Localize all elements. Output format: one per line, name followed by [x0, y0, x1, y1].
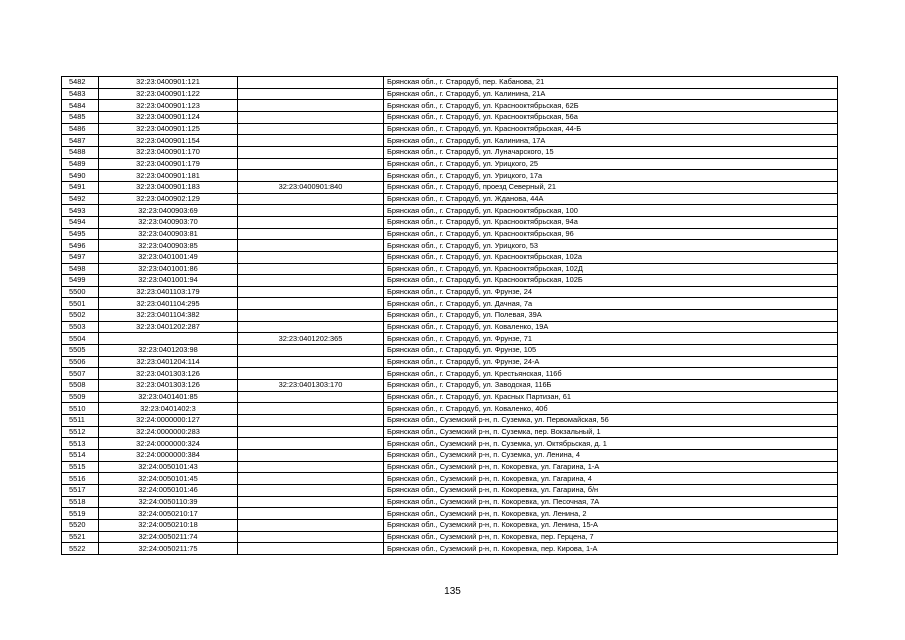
- address-cell: Брянская обл., г. Стародуб, ул. Урицкого, 53: [384, 240, 838, 252]
- cadastral-number-cell: 32:23:0400901:121: [99, 77, 238, 89]
- address-cell: Брянская обл., Суземский р-н, п. Суземка, ул. Ленина, 4: [384, 450, 838, 462]
- address-cell: Брянская обл., г. Стародуб, ул. Фрунзе, 24: [384, 286, 838, 298]
- row-number-cell: 5498: [62, 263, 99, 275]
- related-cadastral-number-cell: [238, 228, 384, 240]
- row-number-cell: 5503: [62, 321, 99, 333]
- related-cadastral-number-cell: [238, 135, 384, 147]
- row-number-cell: 5492: [62, 193, 99, 205]
- address-cell: Брянская обл., г. Стародуб, ул. Полевая, 39А: [384, 310, 838, 322]
- table-row: [62, 391, 838, 403]
- register-sheet: [61, 76, 838, 555]
- address-cell: Брянская обл., г. Стародуб, ул. Урицкого, 17а: [384, 170, 838, 182]
- cadastral-number-cell: 32:24:0050210:18: [99, 519, 238, 531]
- address-cell: Брянская обл., г. Стародуб, проезд Северный, 21: [384, 181, 838, 193]
- row-number-cell: 5487: [62, 135, 99, 147]
- cadastral-number-cell: [99, 333, 238, 345]
- related-cadastral-number-cell: [238, 216, 384, 228]
- cadastral-number-cell: 32:23:0400901:181: [99, 170, 238, 182]
- related-cadastral-number-cell: [238, 251, 384, 263]
- address-cell: Брянская обл., Суземский р-н, п. Суземка, ул. Первомайская, 56: [384, 415, 838, 427]
- address-cell: Брянская обл., г. Стародуб, ул. Жданова, 44А: [384, 193, 838, 205]
- related-cadastral-number-cell: [238, 298, 384, 310]
- row-number-cell: 5486: [62, 123, 99, 135]
- cadastral-number-cell: 32:24:0050211:75: [99, 543, 238, 555]
- cadastral-number-cell: 32:23:0400901:123: [99, 100, 238, 112]
- related-cadastral-number-cell: [238, 146, 384, 158]
- address-cell: Брянская обл., г. Стародуб, ул. Красных Партизан, 61: [384, 391, 838, 403]
- cadastral-number-cell: 32:24:0050101:43: [99, 461, 238, 473]
- table-row: [62, 111, 838, 123]
- row-number-cell: 5511: [62, 415, 99, 427]
- address-cell: Брянская обл., Суземский р-н, п. Кокоревка, ул. Ленина, 2: [384, 508, 838, 520]
- address-cell: Брянская обл., г. Стародуб, ул. Краснооктябрьская, 102а: [384, 251, 838, 263]
- row-number-cell: 5502: [62, 310, 99, 322]
- cadastral-number-cell: 32:23:0401402:3: [99, 403, 238, 415]
- table-row: [62, 426, 838, 438]
- related-cadastral-number-cell: [238, 193, 384, 205]
- address-cell: Брянская обл., Суземский р-н, п. Кокоревка, пер. Герцена, 7: [384, 531, 838, 543]
- table-row: [62, 205, 838, 217]
- address-cell: Брянская обл., г. Стародуб, ул. Краснооктябрьская, 94а: [384, 216, 838, 228]
- cadastral-number-cell: 32:23:0400901:154: [99, 135, 238, 147]
- row-number-cell: 5520: [62, 519, 99, 531]
- row-number-cell: 5490: [62, 170, 99, 182]
- table-row: [62, 146, 838, 158]
- related-cadastral-number-cell: [238, 403, 384, 415]
- row-number-cell: 5499: [62, 275, 99, 287]
- row-number-cell: 5508: [62, 380, 99, 392]
- row-number-cell: 5521: [62, 531, 99, 543]
- related-cadastral-number-cell: [238, 345, 384, 357]
- related-cadastral-number-cell: [238, 473, 384, 485]
- address-cell: Брянская обл., Суземский р-н, п. Кокоревка, ул. Ленина, 15-А: [384, 519, 838, 531]
- row-number-cell: 5512: [62, 426, 99, 438]
- row-number-cell: 5507: [62, 368, 99, 380]
- cadastral-number-cell: 32:23:0401001:86: [99, 263, 238, 275]
- row-number-cell: 5491: [62, 181, 99, 193]
- cadastral-number-cell: 32:23:0400903:81: [99, 228, 238, 240]
- row-number-cell: 5517: [62, 484, 99, 496]
- related-cadastral-number-cell: [238, 111, 384, 123]
- row-number-cell: 5488: [62, 146, 99, 158]
- page-number: 135: [444, 586, 461, 597]
- row-number-cell: 5495: [62, 228, 99, 240]
- related-cadastral-number-cell: [238, 450, 384, 462]
- table-row: [62, 496, 838, 508]
- row-number-cell: 5509: [62, 391, 99, 403]
- table-row: [62, 415, 838, 427]
- related-cadastral-number-cell: [238, 310, 384, 322]
- address-cell: Брянская обл., г. Стародуб, ул. Краснооктябрьская, 102Д: [384, 263, 838, 275]
- related-cadastral-number-cell: [238, 205, 384, 217]
- row-number-cell: 5522: [62, 543, 99, 555]
- row-number-cell: 5505: [62, 345, 99, 357]
- related-cadastral-number-cell: [238, 496, 384, 508]
- cadastral-number-cell: 32:23:0401303:126: [99, 368, 238, 380]
- row-number-cell: 5500: [62, 286, 99, 298]
- cadastral-number-cell: 32:24:0000000:324: [99, 438, 238, 450]
- cadastral-number-cell: 32:23:0401103:179: [99, 286, 238, 298]
- table-row: [62, 403, 838, 415]
- address-cell: Брянская обл., г. Стародуб, ул. Краснооктябрьская, 100: [384, 205, 838, 217]
- table-row: [62, 531, 838, 543]
- related-cadastral-number-cell: [238, 158, 384, 170]
- cadastral-number-cell: 32:24:0050211:74: [99, 531, 238, 543]
- cadastral-number-cell: 32:23:0400901:122: [99, 88, 238, 100]
- related-cadastral-number-cell: [238, 415, 384, 427]
- address-cell: Брянская обл., г. Стародуб, ул. Краснооктябрьская, 44-Б: [384, 123, 838, 135]
- cadastral-number-cell: 32:23:0401202:287: [99, 321, 238, 333]
- row-number-cell: 5482: [62, 77, 99, 89]
- related-cadastral-number-cell: [238, 391, 384, 403]
- row-number-cell: 5496: [62, 240, 99, 252]
- cadastral-number-cell: 32:23:0400903:85: [99, 240, 238, 252]
- table-row: [62, 450, 838, 462]
- address-cell: Брянская обл., г. Стародуб, ул. Калинина, 17А: [384, 135, 838, 147]
- row-number-cell: 5519: [62, 508, 99, 520]
- address-cell: Брянская обл., Суземский р-н, п. Суземка, ул. Октябрьская, д. 1: [384, 438, 838, 450]
- address-cell: Брянская обл., Суземский р-н, п. Кокоревка, ул. Гагарина, б/н: [384, 484, 838, 496]
- cadastral-number-cell: 32:23:0401104:382: [99, 310, 238, 322]
- related-cadastral-number-cell: [238, 240, 384, 252]
- cadastral-number-cell: 32:24:0050110:39: [99, 496, 238, 508]
- table-row: [62, 345, 838, 357]
- row-number-cell: 5494: [62, 216, 99, 228]
- row-number-cell: 5501: [62, 298, 99, 310]
- cadastral-number-cell: 32:23:0401204:114: [99, 356, 238, 368]
- address-cell: Брянская обл., г. Стародуб, ул. Фрунзе, 105: [384, 345, 838, 357]
- address-cell: Брянская обл., г. Стародуб, ул. Урицкого, 25: [384, 158, 838, 170]
- address-cell: Брянская обл., г. Стародуб, ул. Луначарского, 15: [384, 146, 838, 158]
- cadastral-number-cell: 32:23:0401104:295: [99, 298, 238, 310]
- address-cell: Брянская обл., г. Стародуб, ул. Краснооктябрьская, 96: [384, 228, 838, 240]
- address-cell: Брянская обл., Суземский р-н, п. Суземка, пер. Вокзальный, 1: [384, 426, 838, 438]
- related-cadastral-number-cell: [238, 286, 384, 298]
- cadastral-number-cell: 32:23:0400902:129: [99, 193, 238, 205]
- related-cadastral-number-cell: [238, 100, 384, 112]
- row-number-cell: 5504: [62, 333, 99, 345]
- table-row: [62, 77, 838, 89]
- address-cell: Брянская обл., г. Стародуб, ул. Краснооктябрьская, 62Б: [384, 100, 838, 112]
- related-cadastral-number-cell: [238, 543, 384, 555]
- table-row: [62, 123, 838, 135]
- address-cell: Брянская обл., г. Стародуб, пер. Кабанова, 21: [384, 77, 838, 89]
- cadastral-number-cell: 32:23:0401401:85: [99, 391, 238, 403]
- row-number-cell: 5516: [62, 473, 99, 485]
- table-row: [62, 298, 838, 310]
- table-row: [62, 484, 838, 496]
- row-number-cell: 5510: [62, 403, 99, 415]
- table-row: [62, 473, 838, 485]
- cadastral-number-cell: 32:24:0050101:46: [99, 484, 238, 496]
- table-row: [62, 251, 838, 263]
- cadastral-number-cell: 32:23:0400901:124: [99, 111, 238, 123]
- table-row: [62, 193, 838, 205]
- cadastral-number-cell: 32:23:0400901:125: [99, 123, 238, 135]
- related-cadastral-number-cell: [238, 426, 384, 438]
- table-row: [62, 240, 838, 252]
- table-row: [62, 543, 838, 555]
- table-row: [62, 519, 838, 531]
- related-cadastral-number-cell: [238, 321, 384, 333]
- cadastral-number-cell: 32:23:0400901:183: [99, 181, 238, 193]
- table-row: [62, 310, 838, 322]
- address-cell: Брянская обл., Суземский р-н, п. Кокоревка, пер. Кирова, 1-А: [384, 543, 838, 555]
- cadastral-number-cell: 32:23:0400901:179: [99, 158, 238, 170]
- related-cadastral-number-cell: [238, 461, 384, 473]
- related-cadastral-number-cell: [238, 263, 384, 275]
- row-number-cell: 5518: [62, 496, 99, 508]
- related-cadastral-number-cell: [238, 368, 384, 380]
- table-row: [62, 286, 838, 298]
- cadastral-number-cell: 32:23:0401303:126: [99, 380, 238, 392]
- table-row: [62, 368, 838, 380]
- cadastral-number-cell: 32:23:0400901:170: [99, 146, 238, 158]
- property-register-table: [61, 76, 838, 555]
- address-cell: Брянская обл., г. Стародуб, ул. Краснооктябрьская, 56а: [384, 111, 838, 123]
- address-cell: Брянская обл., Суземский р-н, п. Кокоревка, ул. Гагарина, 1-А: [384, 461, 838, 473]
- cadastral-number-cell: 32:23:0401001:49: [99, 251, 238, 263]
- row-number-cell: 5483: [62, 88, 99, 100]
- related-cadastral-number-cell: [238, 170, 384, 182]
- related-cadastral-number-cell: [238, 77, 384, 89]
- table-row: [62, 438, 838, 450]
- address-cell: Брянская обл., г. Стародуб, ул. Крестьянская, 116б: [384, 368, 838, 380]
- address-cell: Брянская обл., г. Стародуб, ул. Коваленко, 40б: [384, 403, 838, 415]
- row-number-cell: 5484: [62, 100, 99, 112]
- cadastral-number-cell: 32:23:0401203:98: [99, 345, 238, 357]
- related-cadastral-number-cell: [238, 508, 384, 520]
- table-row: [62, 228, 838, 240]
- table-row: [62, 356, 838, 368]
- address-cell: Брянская обл., Суземский р-н, п. Кокоревка, ул. Гагарина, 4: [384, 473, 838, 485]
- table-row: [62, 181, 838, 193]
- table-row: [62, 275, 838, 287]
- cadastral-number-cell: 32:24:0000000:384: [99, 450, 238, 462]
- table-row: [62, 263, 838, 275]
- related-cadastral-number-cell: [238, 88, 384, 100]
- table-row: [62, 158, 838, 170]
- table-row: [62, 508, 838, 520]
- table-row: [62, 88, 838, 100]
- related-cadastral-number-cell: 32:23:0401202:365: [238, 333, 384, 345]
- table-row: [62, 461, 838, 473]
- row-number-cell: 5493: [62, 205, 99, 217]
- row-number-cell: 5485: [62, 111, 99, 123]
- table-row: [62, 100, 838, 112]
- row-number-cell: 5514: [62, 450, 99, 462]
- row-number-cell: 5506: [62, 356, 99, 368]
- table-row: [62, 321, 838, 333]
- cadastral-number-cell: 32:23:0401001:94: [99, 275, 238, 287]
- address-cell: Брянская обл., г. Стародуб, ул. Калинина, 21А: [384, 88, 838, 100]
- related-cadastral-number-cell: [238, 484, 384, 496]
- related-cadastral-number-cell: [238, 123, 384, 135]
- related-cadastral-number-cell: [238, 356, 384, 368]
- address-cell: Брянская обл., г. Стародуб, ул. Заводская, 116Б: [384, 380, 838, 392]
- related-cadastral-number-cell: [238, 519, 384, 531]
- related-cadastral-number-cell: [238, 275, 384, 287]
- related-cadastral-number-cell: [238, 438, 384, 450]
- row-number-cell: 5497: [62, 251, 99, 263]
- cadastral-number-cell: 32:24:0050101:45: [99, 473, 238, 485]
- cadastral-number-cell: 32:23:0400903:70: [99, 216, 238, 228]
- table-row: [62, 333, 838, 345]
- address-cell: Брянская обл., г. Стародуб, ул. Фрунзе, 71: [384, 333, 838, 345]
- table-body: [62, 77, 838, 555]
- cadastral-number-cell: 32:24:0050210:17: [99, 508, 238, 520]
- table-row: [62, 170, 838, 182]
- address-cell: Брянская обл., г. Стародуб, ул. Дачная, 7а: [384, 298, 838, 310]
- cadastral-number-cell: 32:24:0000000:283: [99, 426, 238, 438]
- table-row: [62, 380, 838, 392]
- related-cadastral-number-cell: 32:23:0401303:170: [238, 380, 384, 392]
- address-cell: Брянская обл., Суземский р-н, п. Кокоревка, ул. Песочная, 7А: [384, 496, 838, 508]
- related-cadastral-number-cell: 32:23:0400901:840: [238, 181, 384, 193]
- cadastral-number-cell: 32:23:0400903:69: [99, 205, 238, 217]
- address-cell: Брянская обл., г. Стародуб, ул. Коваленко, 19А: [384, 321, 838, 333]
- table-row: [62, 216, 838, 228]
- row-number-cell: 5489: [62, 158, 99, 170]
- cadastral-number-cell: 32:24:0000000:127: [99, 415, 238, 427]
- related-cadastral-number-cell: [238, 531, 384, 543]
- row-number-cell: 5513: [62, 438, 99, 450]
- address-cell: Брянская обл., г. Стародуб, ул. Фрунзе, 24-А: [384, 356, 838, 368]
- table-row: [62, 135, 838, 147]
- address-cell: Брянская обл., г. Стародуб, ул. Краснооктябрьская, 102Б: [384, 275, 838, 287]
- row-number-cell: 5515: [62, 461, 99, 473]
